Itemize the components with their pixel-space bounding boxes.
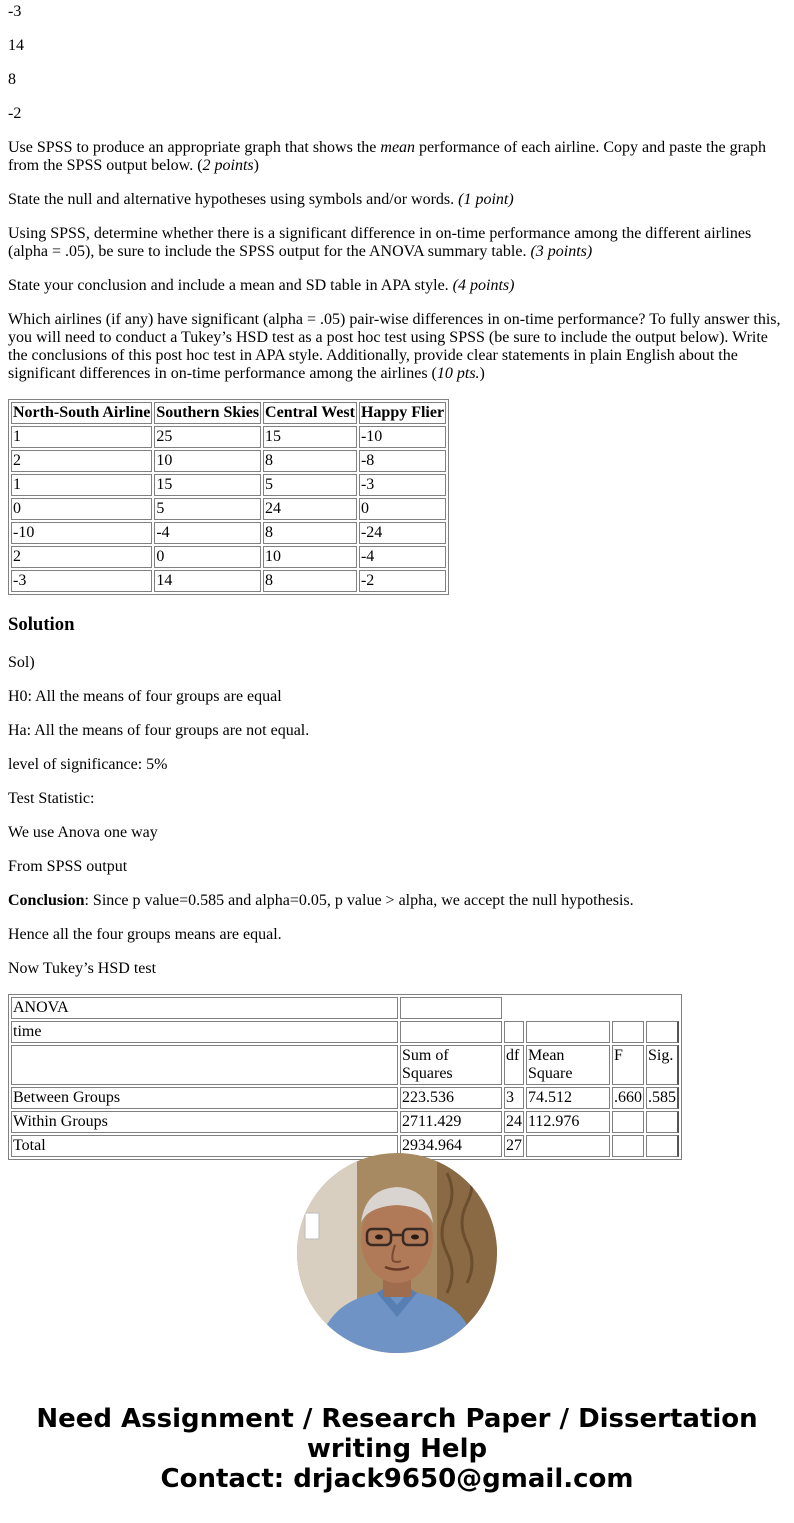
table-cell: [612, 1135, 644, 1157]
hence-text: Hence all the four groups means are equal.: [8, 926, 282, 943]
table-cell: 3: [504, 1087, 524, 1109]
table-row: [11, 426, 446, 448]
column-header: F: [612, 1045, 644, 1085]
table-cell: 10: [263, 546, 357, 568]
table-cell: 74.512: [526, 1087, 610, 1109]
question-hypotheses: State the null and alternative hypotheses using symbols and/or words. (1 point): [8, 191, 514, 208]
anova-variable: time: [11, 1021, 398, 1043]
question-anova: Using SPSS, determine whether there is a significant difference in on-time performance among the different airlines (alpha = .05), be sure to include the SPSS output for the ANOVA summary table. (3 points): [8, 225, 752, 260]
column-header: North-South Airline: [11, 402, 152, 424]
table-cell: -2: [359, 570, 446, 592]
table-cell: 5: [263, 474, 357, 496]
table-row: [11, 1087, 679, 1109]
table-cell: .660: [612, 1087, 644, 1109]
table-cell: 2934.964: [400, 1135, 502, 1157]
table-header-row: [11, 1045, 679, 1085]
column-header: Central West: [263, 402, 357, 424]
author-portrait: [297, 1153, 497, 1353]
table-cell: 0: [154, 546, 261, 568]
table-cell: 1: [11, 426, 152, 448]
column-header: Happy Flier: [359, 402, 446, 424]
null-hypothesis: H0: All the means of four groups are equal: [8, 688, 282, 705]
tukey-text: Now Tukey’s HSD test: [8, 960, 157, 977]
table-cell: -3: [11, 570, 152, 592]
table-cell: 2: [11, 546, 152, 568]
row-label: Between Groups: [11, 1087, 398, 1109]
table-cell: 2: [11, 450, 152, 472]
table-cell: [504, 1021, 524, 1043]
leading-value: 14: [8, 37, 24, 54]
column-header: Mean Square: [526, 1045, 610, 1085]
conclusion-paragraph: Conclusion: Since p value=0.585 and alpha=0.05, p value > alpha, we accept the null hypothesis.: [8, 892, 634, 909]
question-conclusion: State your conclusion and include a mean and SD table in APA style. (4 points): [8, 277, 515, 294]
table-row: [11, 570, 446, 592]
table-row: [11, 498, 446, 520]
table-row: [11, 1111, 679, 1133]
column-header: df: [504, 1045, 524, 1085]
footer-contact: Contact: drjack9650@gmail.com: [160, 1464, 634, 1494]
solution-heading: Solution: [8, 614, 75, 635]
table-cell: -3: [359, 474, 446, 496]
row-label: Total: [11, 1135, 398, 1157]
table-cell: 1: [11, 474, 152, 496]
leading-value: 8: [8, 71, 16, 88]
author-photo: [297, 1153, 497, 1353]
table-cell: 15: [154, 474, 261, 496]
method-text: We use Anova one way: [8, 824, 158, 841]
column-header: Sum of Squares: [400, 1045, 502, 1085]
table-cell: [646, 1135, 679, 1157]
table-cell: -8: [359, 450, 446, 472]
table-cell: .585: [646, 1087, 679, 1109]
table-row: [11, 450, 446, 472]
table-cell: 25: [154, 426, 261, 448]
question-posthoc: Which airlines (if any) have significant (alpha = .05) pair-wise differences in on-time performance? To fully answer this, you will need to conduct a Tukey’s HSD test as a post hoc test using SPSS (be sure to include the output below). Write the conclusions of this post hoc test in APA style. Additionally, provide clear statements in plain English about the significant differences in on-time performance among the airlines (10 pts.): [8, 311, 781, 382]
footer-line: writing Help: [306, 1434, 488, 1464]
table-cell: -4: [154, 522, 261, 544]
table-cell: [400, 1021, 502, 1043]
table-row: [11, 997, 679, 1019]
table-row: [11, 522, 446, 544]
leading-value: -2: [8, 105, 22, 122]
leading-value: -3: [8, 3, 22, 20]
solution-label: Sol): [8, 654, 35, 671]
table-cell: [612, 1021, 644, 1043]
table-cell: -10: [11, 522, 152, 544]
leading-values: [8, 3, 786, 123]
table-cell: [526, 1135, 610, 1157]
table-cell: 15: [263, 426, 357, 448]
significance-level: level of significance: 5%: [8, 756, 168, 773]
table-cell: 0: [359, 498, 446, 520]
table-row: [11, 546, 446, 568]
table-cell: 24: [263, 498, 357, 520]
table-cell: [526, 1021, 610, 1043]
column-header: Southern Skies: [154, 402, 261, 424]
table-cell: 112.976: [526, 1111, 610, 1133]
alternative-hypothesis: Ha: All the means of four groups are not equal.: [8, 722, 310, 739]
table-cell: [504, 997, 679, 1019]
table-cell: -4: [359, 546, 446, 568]
footer-line: Need Assignment / Research Paper / Dissertation: [36, 1404, 758, 1434]
table-cell: -10: [359, 426, 446, 448]
table-cell: -24: [359, 522, 446, 544]
table-cell: 8: [263, 450, 357, 472]
table-cell: [646, 1021, 679, 1043]
table-cell: 8: [263, 522, 357, 544]
table-cell: 14: [154, 570, 261, 592]
table-cell: [646, 1111, 679, 1133]
table-header-row: [11, 402, 446, 424]
table-cell: 5: [154, 498, 261, 520]
row-label: Within Groups: [11, 1111, 398, 1133]
table-row: [11, 1021, 679, 1043]
table-cell: [400, 997, 502, 1019]
table-cell: [612, 1111, 644, 1133]
table-cell: 10: [154, 450, 261, 472]
table-row: [11, 474, 446, 496]
anova-title: ANOVA: [11, 997, 398, 1019]
footer-banner: [0, 1404, 794, 1494]
table-cell: 2711.429: [400, 1111, 502, 1133]
table-cell: 8: [263, 570, 357, 592]
airline-data-table: [8, 399, 449, 595]
table-cell: 27: [504, 1135, 524, 1157]
column-header: Sig.: [646, 1045, 679, 1085]
table-cell: 0: [11, 498, 152, 520]
table-cell: 223.536: [400, 1087, 502, 1109]
spss-output-label: From SPSS output: [8, 858, 128, 875]
table-cell: 24: [504, 1111, 524, 1133]
question-graph: Use SPSS to produce an appropriate graph that shows the mean performance of each airline. Copy and paste the graph from the SPSS output below. (2 points): [8, 139, 767, 174]
table-cell: [11, 1045, 398, 1085]
anova-table: [8, 994, 682, 1160]
test-statistic-label: Test Statistic:: [8, 790, 95, 807]
document-body: [8, 3, 786, 1160]
